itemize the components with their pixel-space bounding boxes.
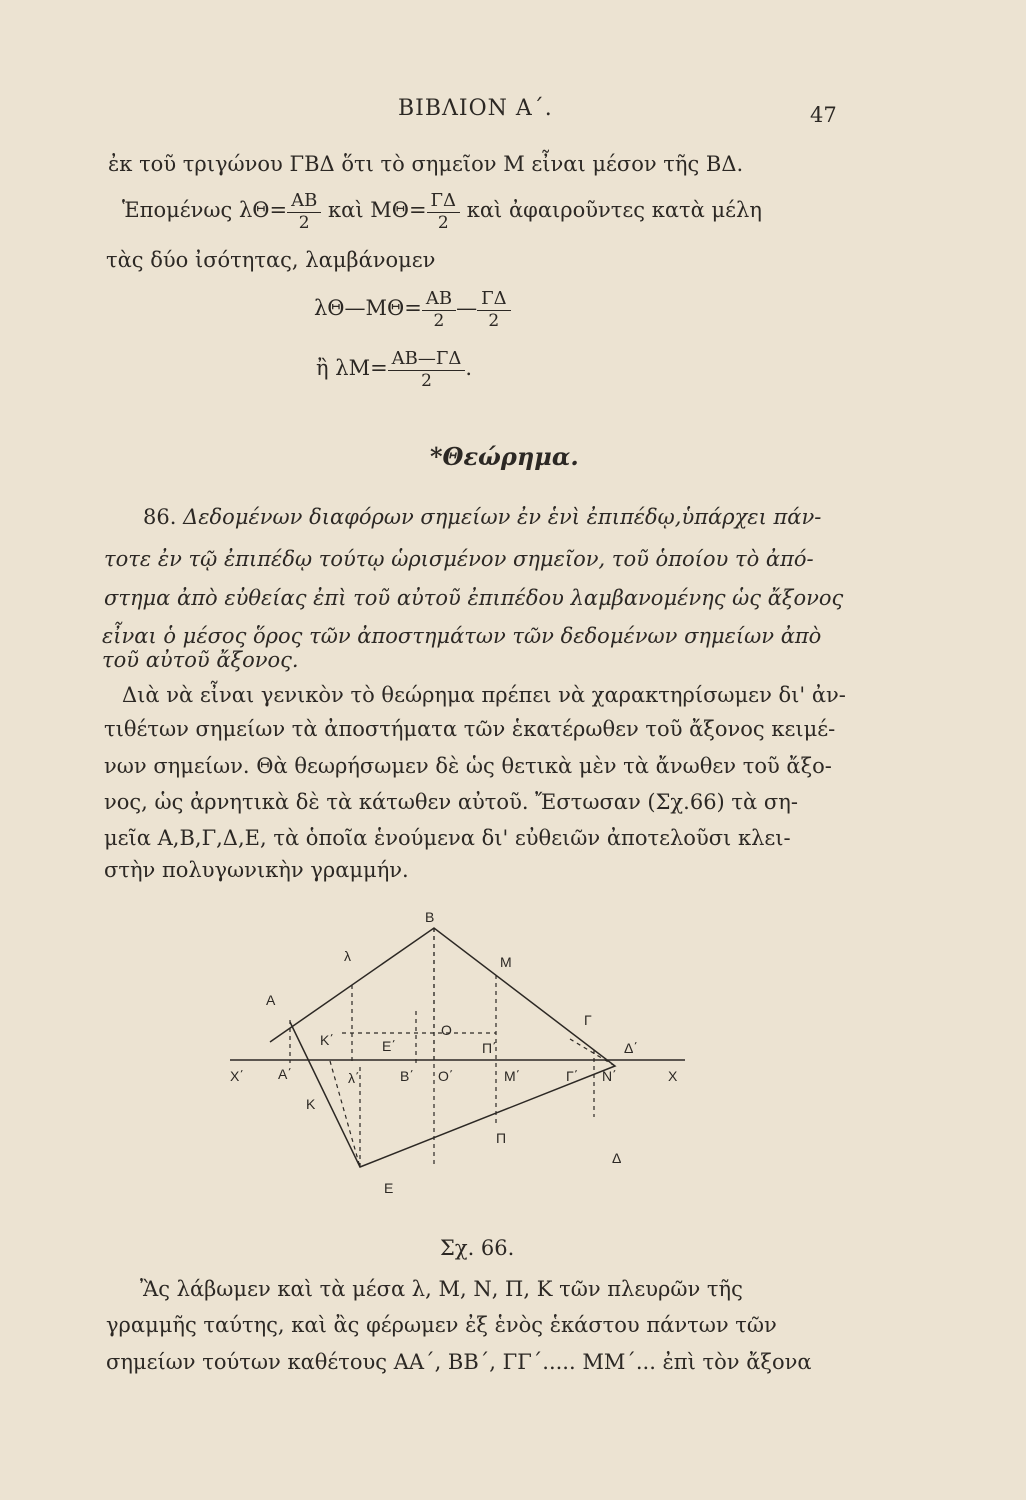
eq-lm-lhs: ἢ λΜ= — [316, 356, 388, 380]
fraction-diff-over-2 — [388, 348, 466, 391]
numerator-gd: ΓΔ — [477, 288, 511, 311]
body-line-5: μεῖα Α,Β,Γ,Δ,Ε, τὰ ὁποῖα ἑνούμενα δι' εὐθειῶν ἀποτελοῦσι κλει- — [104, 826, 791, 850]
label-B: B — [425, 909, 435, 925]
theorem-line-2: τοτε ἐν τῷ ἐπιπέδῳ τούτῳ ὡρισμένον σημεῖον, τοῦ ὁποίου τὸ ἀπό- — [104, 547, 814, 571]
label-D: Δ — [612, 1150, 622, 1166]
bottom-line-1: Ἂς λάβωμεν καὶ τὰ μέσα λ, Μ, Ν, Π, Κ τῶν πλευρῶν τῆς — [140, 1277, 743, 1301]
denominator-2: 2 — [433, 311, 445, 331]
text-line-1: ἐκ τοῦ τριγώνου ΓΒΔ ὅτι τὸ σημεῖον Μ εἶναι μέσον τῆς ΒΔ. — [108, 152, 744, 176]
fraction-ab-over-2 — [422, 288, 456, 331]
theorem-number: 86. — [143, 505, 177, 529]
theorem-line-3: στημα ἀπὸ εὐθείας ἐπὶ τοῦ αὐτοῦ ἐπιπέδου λαμβανομένης ὡς ἄξονος — [104, 586, 844, 610]
label-lambdap: λ΄ — [348, 1070, 360, 1086]
label-Gp: Γ΄ — [566, 1068, 579, 1084]
denominator-2: 2 — [488, 311, 500, 331]
label-O: O — [441, 1022, 452, 1038]
label-Ap: A΄ — [278, 1066, 292, 1082]
eq2-part-b: καὶ ΜΘ= — [328, 198, 427, 222]
denominator-2: 2 — [421, 371, 432, 391]
bottom-line-3: σημείων τούτων καθέτους ΑΑ΄, ΒΒ΄, ΓΓ΄..... ΜΜ΄... ἐπὶ τὸν ἄξονα — [106, 1350, 812, 1374]
label-K: K — [306, 1096, 316, 1112]
label-G: Γ — [584, 1012, 592, 1028]
label-M: M — [500, 954, 512, 970]
label-lambda: λ — [344, 948, 351, 964]
denominator-2: 2 — [298, 213, 310, 233]
body-line-1: Διὰ νὰ εἶναι γενικὸν τὸ θεώρημα πρέπει νὰ χαρακτηρίσωμεν δι' ἀν- — [122, 683, 846, 707]
fraction-gd-over-2 — [477, 288, 511, 331]
equation-difference: λΘ—ΜΘ= $\frac{AB}{2}$ — $\frac{\Gamma\Delta}{2}$ — [314, 288, 511, 331]
numerator-ab: ΑΒ — [287, 190, 321, 213]
theorem-heading: *Θεώρημα. — [430, 442, 579, 471]
body-line-6: στὴν πολυγωνικὴν γραμμήν. — [104, 858, 409, 882]
theorem-line-1 — [143, 505, 821, 529]
label-Mp: M΄ — [504, 1068, 521, 1084]
equation-line-2 — [122, 190, 762, 233]
label-Pp: Π΄ — [482, 1040, 497, 1056]
eq2-part-c: καὶ ἀφαιροῦντες κατὰ μέλη — [466, 198, 762, 222]
label-X: X — [668, 1068, 678, 1084]
theorem-line-5: τοῦ αὐτοῦ ἄξονος. — [102, 648, 299, 672]
eq2-part-a: Ἑπομένως λΘ= — [122, 198, 288, 222]
label-E: E — [384, 1180, 394, 1196]
numerator-gd: ΓΔ — [427, 190, 461, 213]
eq-lhs: λΘ—ΜΘ= — [314, 296, 422, 320]
label-Bp: B΄ — [400, 1068, 414, 1084]
theorem-text-1: Δεδομένων διαφόρων σημείων ἐν ἑνὶ ἐπιπέδῳ,ὑπάρχει πάν- — [183, 505, 822, 529]
fraction-ab-over-2 — [287, 190, 321, 233]
geometry-figure — [220, 905, 700, 1215]
figure-caption: Σχ. 66. — [440, 1236, 515, 1260]
label-Op: O΄ — [438, 1068, 454, 1084]
body-line-3: νων σημείων. Θὰ θεωρήσωμεν δὲ ὡς θετικὰ μὲν τὰ ἄνωθεν τοῦ ἄξο- — [104, 754, 832, 778]
label-Xp: X΄ — [230, 1068, 244, 1084]
label-Np: N΄ — [602, 1068, 617, 1084]
running-header: ΒΙΒΛΙΟΝ Α΄. — [398, 96, 553, 121]
text-line-3: τὰς δύο ἰσότητας, λαμβάνομεν — [106, 248, 436, 272]
numerator-diff: ΑΒ—ΓΔ — [388, 348, 466, 371]
fraction-gd-over-2 — [427, 190, 461, 233]
page-number: 47 — [810, 103, 837, 127]
equation-lm — [316, 348, 472, 391]
label-Kp: K΄ — [320, 1032, 334, 1048]
bottom-line-2: γραμμῆς ταύτης, καὶ ἂς φέρωμεν ἐξ ἑνὸς ἑκάστου πάντων τῶν — [106, 1313, 777, 1337]
label-Dp: Δ΄ — [624, 1040, 639, 1056]
body-line-4: νος, ὡς ἀρνητικὰ δὲ τὰ κάτωθεν αὐτοῦ. Ἔστωσαν (Σχ.66) τὰ ση- — [104, 790, 798, 814]
label-A: A — [266, 992, 276, 1008]
eq-lm-period: . — [465, 356, 473, 380]
theorem-line-4: εἶναι ὁ μέσος ὅρος τῶν ἀποστημάτων τῶν δεδομένων σημείων ἀπὸ — [102, 624, 822, 648]
segment-dp — [570, 1039, 615, 1066]
label-P: Π — [496, 1130, 507, 1146]
label-Ep: E΄ — [382, 1038, 396, 1054]
body-line-2: τιθέτων σημείων τὰ ἀποστήματα τῶν ἑκατέρωθεν τοῦ ἄξονος κειμέ- — [104, 717, 836, 741]
denominator-2: 2 — [437, 213, 449, 233]
numerator-ab: ΑΒ — [422, 288, 456, 311]
